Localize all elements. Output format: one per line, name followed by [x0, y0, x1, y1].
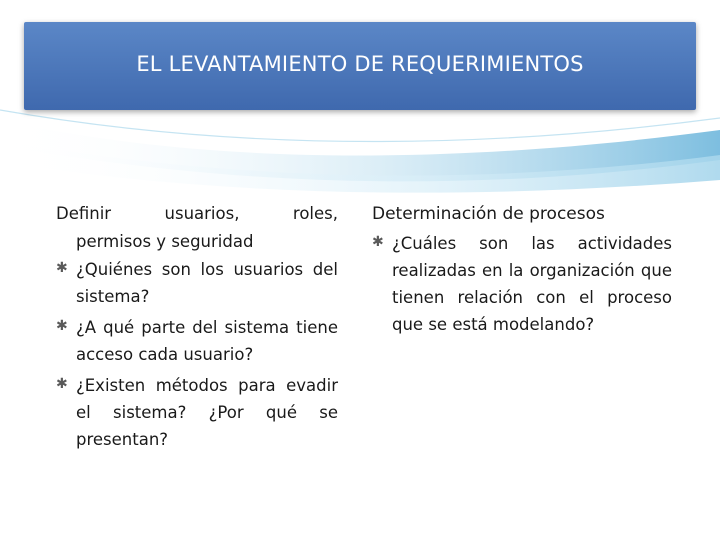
asterisk-bullet-icon: ✱ — [56, 318, 68, 334]
slide-title: EL LEVANTAMIENTO DE REQUERIMIENTOS — [136, 52, 584, 76]
decorative-wave — [0, 100, 720, 200]
asterisk-bullet-icon: ✱ — [56, 260, 68, 276]
list-item — [56, 314, 338, 368]
bullet-text: ¿A qué parte del sistema tiene acceso cada usuario? — [76, 318, 338, 364]
bullet-text: ¿Cuáles son las actividades realizadas en la organización que tienen relación con el proceso que se está modelando? — [392, 234, 672, 334]
list-item — [56, 372, 338, 453]
bullet-text: ¿Quiénes son los usuarios del sistema? — [76, 260, 338, 306]
left-lead-line1: Definir usuarios, roles, — [56, 204, 338, 223]
left-bullet-list — [56, 256, 338, 453]
right-heading: Determinación de procesos — [372, 204, 605, 224]
left-column — [56, 200, 338, 457]
right-column — [372, 200, 672, 342]
left-lead-line2: permisos y seguridad — [76, 232, 254, 251]
left-lead — [56, 200, 338, 256]
list-item — [56, 256, 338, 310]
bullet-text: ¿Existen métodos para evadir el sistema? ¿Por qué se presentan? — [76, 376, 338, 449]
asterisk-bullet-icon: ✱ — [56, 376, 68, 392]
asterisk-bullet-icon: ✱ — [372, 234, 384, 250]
right-bullet-list — [372, 230, 672, 338]
list-item — [372, 230, 672, 338]
